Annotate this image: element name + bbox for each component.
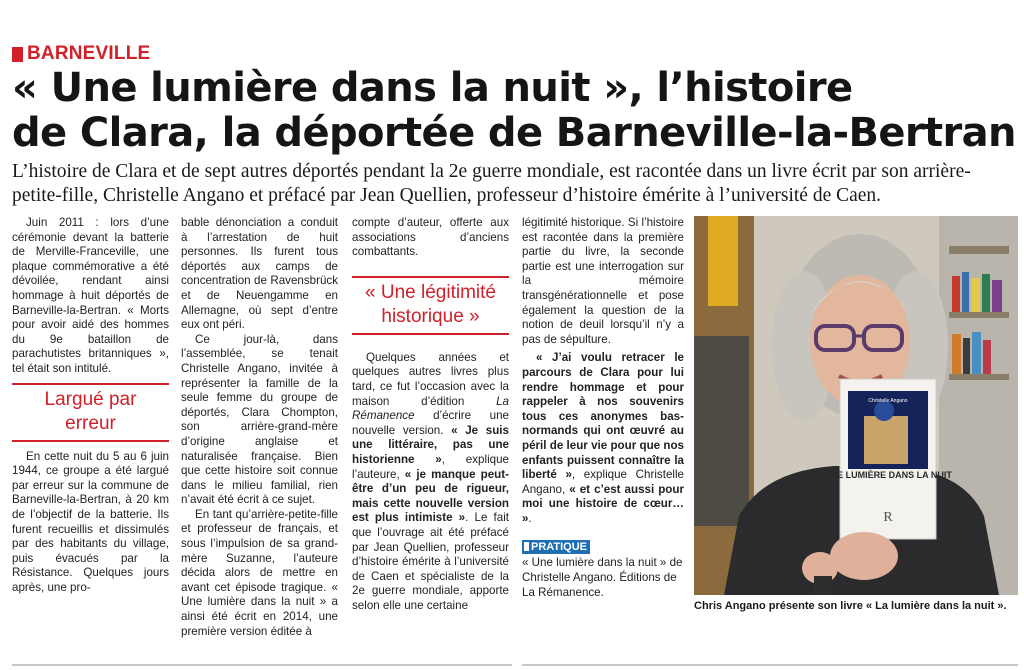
paragraph: bable dénonciation a conduit à l’arrestation de huit personnes. Ils furent tous déportés aux camps de concentration de Ravensbrück et de Neuengamme en Allemagne, où sept d’entre eux ont péri. [181, 216, 338, 332]
paragraph: légitimité historique. Si l’histoire est racontée dans la première partie du livre, la seconde partie est une interrogation sur la mémoire transgénérationnelle et pose également la question de la notion de deuil lorsqu’il n’y a pas de sépulture. [522, 216, 684, 346]
publisher-name: La Rémanence [352, 394, 509, 423]
column-4 [522, 216, 684, 600]
photo-illustration [694, 216, 1018, 595]
author-photo [694, 216, 1018, 595]
rubric-square-icon [12, 47, 23, 62]
quote: « Je suis une littéraire, pas une historienne » [352, 423, 509, 466]
pratique-label: PRATIQUE [522, 540, 590, 554]
headline [12, 66, 1022, 156]
divider [12, 664, 512, 666]
headline-line-1: « Une lumière dans la nuit », l’histoire [12, 65, 853, 111]
text-run: , explique Christelle Angano, [522, 468, 684, 496]
subheading-text: Largué par erreur [44, 388, 137, 434]
text-run: . Le fait que l’ouvrage ait été préfacé par Jean Quellien, professeur d’histoire émérite à l’université de Caen et spécialiste de la 2e guerre mondiale, apporte selon elle une certaine [352, 511, 510, 612]
quote: « J’ai voulu retracer le parcours de Clara pour lui rendre hommage et pour rappeler à nos souvenirs tous ces anonymes bas-normands qui ont œuvré au péril de leur vie pour que nos enfants puissent connaître la liberté » [522, 351, 684, 482]
headline-line-2: de Clara, la déportée de Barneville-la-Bertran [12, 110, 1016, 156]
column-1 [12, 216, 169, 595]
paragraph: Ce jour-là, dans l’assemblée, se tenait Christelle Angano, invitée à représenter la famille de la seule femme du groupe de déportés, Clara Chompton, son arrière-grand-mère d’origine anglaise et naturalisée française. Bien que cette histoire soit connue dans le milieu familial, rien n’avait été écrit à ce sujet. [181, 332, 338, 507]
subheading [352, 276, 509, 335]
paragraph: En cette nuit du 5 au 6 juin 1944, ce groupe a été largué par erreur sur la commune de Barneville-la-Bertran, à 20 km de l’objectif de la batterie. Ils furent recueillis et dissimulés par des habitants du village, puis évacués par la Résistance. Quelques jours après, une pro- [12, 449, 169, 594]
rubric-label: BARNEVILLE [27, 43, 151, 64]
pratique-text: « Une lumière dans la nuit » de Christelle Angano. Éditions de La Rémanence. [522, 556, 683, 599]
subheading [12, 383, 169, 442]
divider [522, 664, 1018, 666]
quote: « je manque peut-être d’un peu de rigueur, mais cette nouvelle version est plus intimiste » [352, 467, 509, 525]
book-title: UNE LUMIÈRE DANS LA NUIT [824, 470, 952, 480]
paragraph: compte d’auteur, offerte aux associations d’anciens combattants. [352, 216, 509, 259]
section-rubric [12, 43, 150, 65]
book-author: Christelle Angano [868, 398, 908, 404]
text-run: . [528, 511, 532, 525]
svg-text:R: R [883, 510, 893, 525]
column-3 [352, 216, 509, 613]
paragraph: Juin 2011 : lors d’une cérémonie devant la batterie de Merville-Franceville, une plaque commémorative a été dévoilée, rendant ainsi hommage à huit déportés de Barneville-la-Bertran. « Morts pour avoir aidé des hommes du 9e bataillon de parachutistes britanniques », tel était son intitulé. [12, 216, 169, 375]
photo-caption: Chris Angano présente son livre « La lumière dans la nuit ». [694, 600, 1007, 612]
paragraph: En tant qu’arrière-petite-fille et professeur de français, et sous l’impulsion de sa grand-mère Suzanne, l’auteure décida alors de mettre en avant cet épisode tragique. « Une lumière dans la nuit » a ainsi été écrit en 2014, une première version éditée à [181, 507, 338, 638]
subheading-text: « Une légitimité historique » [365, 281, 496, 327]
text-run: , explique l’auteure, [352, 452, 509, 481]
text-run: d’écrire une nouvelle version. [352, 409, 509, 437]
text-run: Quelques années et quelques autres livres plus tard, ce fut l’occasion avec la maison d’édition [352, 350, 509, 408]
paragraph [522, 351, 684, 526]
quote: « et c’est aussi pour moi une histoire de cœur… » [522, 482, 684, 525]
article-lead: L’histoire de Clara et de sept autres déportés pendant la 2e guerre mondiale, est racontée dans un livre écrit par son arrière-petite-fille, Christelle Angano et préfacé par Jean Quellien, professeur d’histoire émérite à l’université de Caen. [12, 161, 971, 206]
column-2 [181, 216, 338, 639]
paragraph [352, 351, 509, 614]
pratique-box [522, 540, 684, 600]
